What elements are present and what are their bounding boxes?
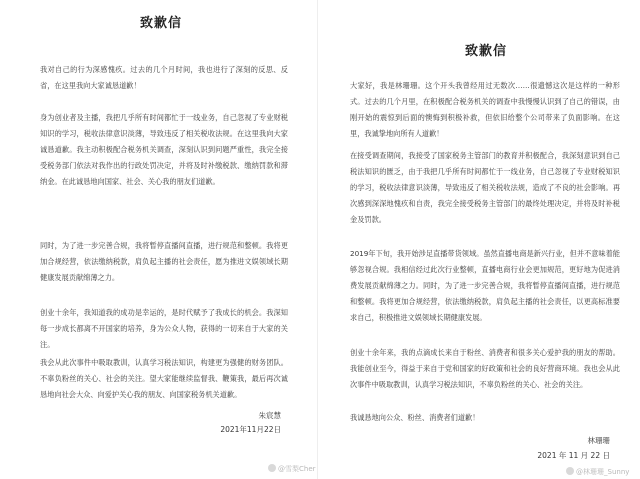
watermark-text: @林珊珊_Sunny (576, 468, 630, 476)
paragraph-5: 我诚恳地向公众、粉丝、消费者们道歉！ (350, 413, 480, 422)
apology-letter-right (322, 0, 640, 479)
letter-title: 致歉信 (140, 16, 183, 31)
letter-title: 致歉信 (465, 44, 508, 59)
watermark-text: @雪梨Cher (278, 465, 316, 473)
paragraph-4: 创业十余年来，我的点滴成长来自于粉丝、消费者和很多关心爱护我的朋友的帮助。我能创业至今，得益于来自于党和国家的好政策和社会的良好营商环境。我也会从此次事件中吸取教训，认真学习税法知识，不辜负粉丝的关心、社会的关注。 (350, 348, 620, 389)
watermark (566, 467, 629, 477)
signature: 林珊珊 (587, 436, 610, 445)
watermark (268, 464, 316, 474)
paragraph-2: 身为创业者及主播，我把几乎所有时间都忙于一线业务，自己忽视了专业财税知识的学习，税收法律意识淡薄，导致违反了相关税收法规。在这里我向大家诚恳道歉。我主动积极配合税务机关调查，深刻认识到问题严重性，我完全接受税务部门依法对我作出的行政处罚决定，并将及时补缴税款、缴纳罚款和滞纳金。在此诚恳地向国家、社会、关心我的朋友们道歉。 (40, 113, 288, 186)
date: 2021年11月22日 (220, 425, 281, 434)
date: 2021 年 11 月 22 日 (537, 451, 610, 460)
weibo-icon (566, 467, 574, 475)
paragraph-5: 我会从此次事件中吸取教训，认真学习税法知识，构建更为强健的财务团队。不辜负粉丝的关心、社会的关注。望大家能继续监督我、鞭策我，最后再次诚恳地向社会大众、向爱护关心我的朋友、向国家税务机关道歉。 (40, 358, 288, 399)
weibo-icon (268, 464, 276, 472)
apology-letter-left (0, 0, 318, 479)
paragraph-1: 大家好，我是林珊珊。这个开头我曾经用过无数次……很遗憾这次是这样的一种形式。过去的几个月里，在积极配合税务机关的调查中我慢慢认识到了自己的错误，由刚开始的震惊到后面的懊悔到积极补救，但依旧给整个公司带来了负面影响。在这里，我诚挚地向所有人道歉！ (350, 81, 620, 138)
signature: 朱宸慧 (258, 411, 281, 420)
paragraph-3: 2019年下旬，我开始涉足直播带货领域。虽然直播电商是新兴行业，但并不意味着能够忽视合规。我相信经过此次行业整顿，直播电商行业会更加规范，更好地为促进消费发展贡献绵薄之力。同时，为了进一步完善合规，我将暂停直播间直播，进行规范和整顿。我将更加合规经营，依法缴纳税款，肩负起主播的社会责任，以更高标准要求自己，积极推进文娱领域长期健康发展。 (350, 249, 620, 322)
paragraph-4: 创业十余年，我知道我的成功是幸运的，是时代赋予了我成长的机会。我深知每一步成长都离不开国家的培养，身为公众人物，获得的一切来自于大家的关注。 (40, 308, 288, 349)
paragraph-1: 我对自己的行为深感愧疚。过去的几个月时间，我也进行了深刻的反思、反省，在这里我向大家诚恳道歉！ (40, 65, 288, 90)
paragraph-2: 在接受调查期间，我接受了国家税务主管部门的教育并积极配合，我深刻意识到自己税法知识的匮乏，由于我把几乎所有时间都忙于一线业务，自己忽视了专业财税知识的学习，税收法律意识淡薄，导致违反了相关税收法规，造成了不良的社会影响。再次感到深深地愧疚和自责，我完全接受税务主管部门的最终处理决定，并将及时补税金及罚款。 (350, 151, 620, 224)
paragraph-3: 同时，为了进一步完善合规，我将暂停直播间直播，进行规范和整顿。我将更加合规经营，依法缴纳税款，肩负起主播的社会责任，愿为推进文娱领域长期健康发展贡献绵薄之力。 (40, 241, 288, 282)
